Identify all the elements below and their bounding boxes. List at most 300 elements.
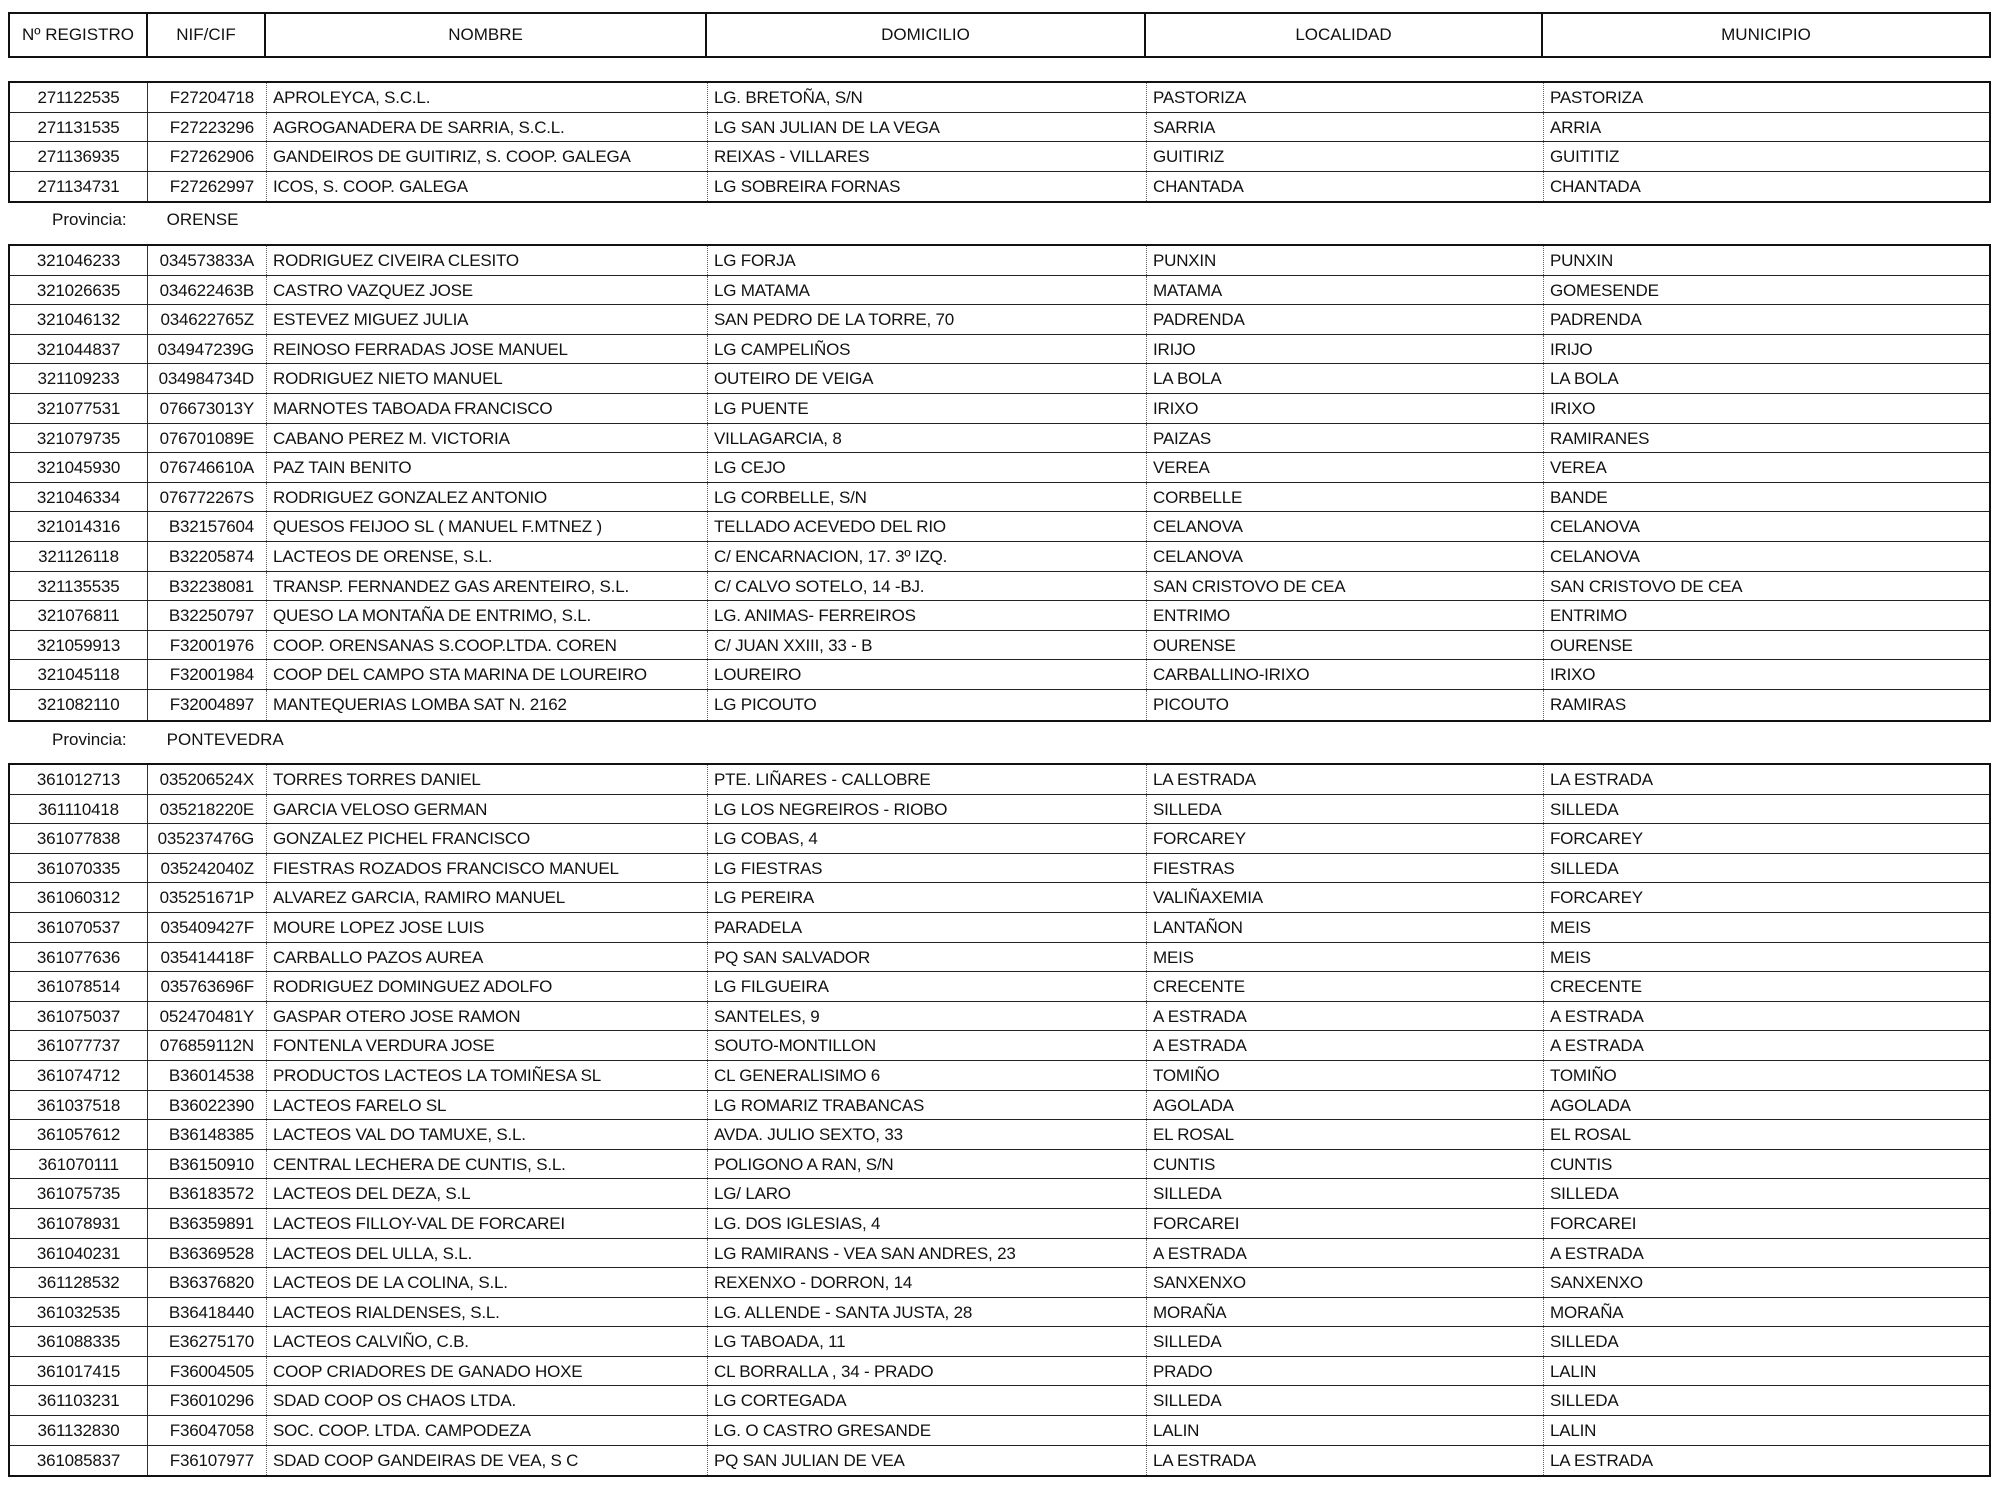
table-row: [10, 1179, 1989, 1209]
localidad-cell: PUNXIN: [1146, 246, 1543, 275]
nombre-cell: LACTEOS VAL DO TAMUXE, S.L.: [266, 1120, 707, 1149]
municipio-cell: SILLEDA: [1543, 1327, 1989, 1356]
table-row: [10, 972, 1989, 1002]
nombre-cell: LACTEOS DEL DEZA, S.L: [266, 1179, 707, 1208]
nif-cell: 035414418F: [160, 947, 254, 967]
localidad-cell: FORCAREY: [1146, 824, 1543, 853]
nombre-cell: LACTEOS DE LA COLINA, S.L.: [266, 1268, 707, 1297]
localidad-cell: PASTORIZA: [1146, 83, 1543, 112]
domicilio-cell: LG ROMARIZ TRABANCAS: [707, 1091, 1146, 1120]
table-row: [10, 601, 1989, 631]
header-nif: NIF/CIF: [148, 14, 266, 56]
domicilio-cell: LG PUENTE: [707, 394, 1146, 423]
table-row: [10, 883, 1989, 913]
registro-cell: 361110418: [10, 795, 148, 824]
localidad-cell: PAIZAS: [1146, 424, 1543, 453]
domicilio-cell: LG RAMIRANS - VEA SAN ANDRES, 23: [707, 1239, 1146, 1268]
header-municipio: MUNICIPIO: [1721, 25, 1811, 44]
table-row: [10, 660, 1989, 690]
domicilio-cell: SANTELES, 9: [707, 1002, 1146, 1031]
registro-cell: 271134731: [10, 172, 148, 202]
table-row: [10, 453, 1989, 483]
table-row: [10, 1061, 1989, 1091]
nombre-cell: APROLEYCA, S.C.L.: [266, 83, 707, 112]
nif-cell: 034984734D: [158, 369, 254, 389]
table-row: [10, 424, 1989, 454]
registro-cell: 321046233: [10, 246, 148, 275]
localidad-cell: SILLEDA: [1146, 1179, 1543, 1208]
domicilio-cell: LG. DOS IGLESIAS, 4: [707, 1209, 1146, 1238]
municipio-cell: LA ESTRADA: [1543, 1446, 1989, 1476]
registro-cell: 361057612: [10, 1120, 148, 1149]
domicilio-cell: LG TABOADA, 11: [707, 1327, 1146, 1356]
nombre-cell: CASTRO VAZQUEZ JOSE: [266, 276, 707, 305]
nombre-cell: QUESOS FEIJOO SL ( MANUEL F.MTNEZ ): [266, 512, 707, 541]
municipio-cell: CRECENTE: [1543, 972, 1989, 1001]
nif-cell: B36359891: [168, 1213, 254, 1233]
nif-cell: B36148385: [168, 1125, 254, 1145]
nif-cell: B32205874: [168, 546, 254, 566]
nombre-cell: MANTEQUERIAS LOMBA SAT N. 2162: [266, 690, 707, 720]
nif-cell: 035763696F: [160, 977, 254, 997]
nif-cell: 076701089E: [159, 428, 254, 448]
municipio-cell: BANDE: [1543, 483, 1989, 512]
nombre-cell: ESTEVEZ MIGUEZ JULIA: [266, 305, 707, 334]
nombre-cell: GARCIA VELOSO GERMAN: [266, 795, 707, 824]
registro-cell: 321077531: [10, 394, 148, 423]
nombre-cell: REINOSO FERRADAS JOSE MANUEL: [266, 335, 707, 364]
table-row: [10, 690, 1989, 720]
province-name: ORENSE: [166, 210, 239, 229]
registro-cell: 361070537: [10, 913, 148, 942]
nif-cell: F27262997: [169, 176, 254, 196]
municipio-cell: SILLEDA: [1543, 1386, 1989, 1415]
registro-cell: 361075735: [10, 1179, 148, 1208]
nif-cell: B36418440: [168, 1302, 254, 1322]
registro-cell: 361012713: [10, 765, 148, 794]
localidad-cell: LALIN: [1146, 1416, 1543, 1445]
table-row: [10, 276, 1989, 306]
nombre-cell: FONTENLA VERDURA JOSE: [266, 1031, 707, 1060]
nif-cell: F36107977: [169, 1450, 254, 1470]
localidad-cell: CHANTADA: [1146, 172, 1543, 202]
registro-cell: 361077838: [10, 824, 148, 853]
nif-cell: 076673013Y: [159, 398, 254, 418]
table-row: [10, 1209, 1989, 1239]
registro-cell: 321046334: [10, 483, 148, 512]
registro-cell: 361128532: [10, 1268, 148, 1297]
nif-cell: B32250797: [168, 606, 254, 626]
localidad-cell: A ESTRADA: [1146, 1239, 1543, 1268]
municipio-cell: GOMESENDE: [1543, 276, 1989, 305]
localidad-cell: MORAÑA: [1146, 1298, 1543, 1327]
table-row: [10, 483, 1989, 513]
nombre-cell: SOC. COOP. LTDA. CAMPODEZA: [266, 1416, 707, 1445]
localidad-cell: SANXENXO: [1146, 1268, 1543, 1297]
localidad-cell: CRECENTE: [1146, 972, 1543, 1001]
nombre-cell: COOP DEL CAMPO STA MARINA DE LOUREIRO: [266, 660, 707, 689]
table-row: [10, 1416, 1989, 1446]
municipio-cell: ARRIA: [1543, 113, 1989, 142]
registro-cell: 361074712: [10, 1061, 148, 1090]
municipio-cell: OURENSE: [1543, 631, 1989, 660]
domicilio-cell: LG PICOUTO: [707, 690, 1146, 720]
table-row: [10, 765, 1989, 795]
nombre-cell: QUESO LA MONTAÑA DE ENTRIMO, S.L.: [266, 601, 707, 630]
nombre-cell: FIESTRAS ROZADOS FRANCISCO MANUEL: [266, 854, 707, 883]
municipio-cell: LA BOLA: [1543, 364, 1989, 393]
registro-cell: 321079735: [10, 424, 148, 453]
header-localidad: LOCALIDAD: [1146, 14, 1543, 56]
nif-cell: F36047058: [169, 1421, 254, 1441]
localidad-cell: CELANOVA: [1146, 512, 1543, 541]
registro-cell: 321082110: [10, 690, 148, 720]
province-label-pontevedra: [52, 730, 284, 750]
table-group-lugo: [8, 81, 1991, 203]
nif-cell: 035218220E: [159, 799, 254, 819]
nombre-cell: LACTEOS FARELO SL: [266, 1091, 707, 1120]
nif-cell: B36183572: [168, 1184, 254, 1204]
domicilio-cell: LOUREIRO: [707, 660, 1146, 689]
registro-cell: 361060312: [10, 883, 148, 912]
table-row: [10, 512, 1989, 542]
localidad-cell: IRIJO: [1146, 335, 1543, 364]
domicilio-cell: LG. ANIMAS- FERREIROS: [707, 601, 1146, 630]
domicilio-cell: REXENXO - DORRON, 14: [707, 1268, 1146, 1297]
domicilio-cell: AVDA. JULIO SEXTO, 33: [707, 1120, 1146, 1149]
table-row: [10, 1386, 1989, 1416]
nif-cell: 035237476G: [157, 829, 254, 849]
municipio-cell: A ESTRADA: [1543, 1239, 1989, 1268]
header-domicilio: DOMICILIO: [707, 14, 1146, 56]
table-row: [10, 335, 1989, 365]
municipio-cell: SANXENXO: [1543, 1268, 1989, 1297]
nombre-cell: AGROGANADERA DE SARRIA, S.C.L.: [266, 113, 707, 142]
nombre-cell: ICOS, S. COOP. GALEGA: [266, 172, 707, 202]
municipio-cell: CELANOVA: [1543, 542, 1989, 571]
registro-cell: 271136935: [10, 142, 148, 171]
nombre-cell: MOURE LOPEZ JOSE LUIS: [266, 913, 707, 942]
nombre-cell: GONZALEZ PICHEL FRANCISCO: [266, 824, 707, 853]
domicilio-cell: LG FILGUEIRA: [707, 972, 1146, 1001]
municipio-cell: GUITITIZ: [1543, 142, 1989, 171]
domicilio-cell: LG/ LARO: [707, 1179, 1146, 1208]
domicilio-cell: C/ JUAN XXIII, 33 - B: [707, 631, 1146, 660]
nif-cell: F32001984: [169, 665, 254, 685]
nombre-cell: RODRIGUEZ GONZALEZ ANTONIO: [266, 483, 707, 512]
localidad-cell: VALIÑAXEMIA: [1146, 883, 1543, 912]
localidad-cell: FORCAREI: [1146, 1209, 1543, 1238]
nif-cell: F36010296: [169, 1391, 254, 1411]
domicilio-cell: LG LOS NEGREIROS - RIOBO: [707, 795, 1146, 824]
localidad-cell: LANTAÑON: [1146, 913, 1543, 942]
nombre-cell: CABANO PEREZ M. VICTORIA: [266, 424, 707, 453]
nif-cell: B36369528: [168, 1243, 254, 1263]
domicilio-cell: PARADELA: [707, 913, 1146, 942]
municipio-cell: AGOLADA: [1543, 1091, 1989, 1120]
localidad-cell: SILLEDA: [1146, 1386, 1543, 1415]
municipio-cell: MEIS: [1543, 943, 1989, 972]
localidad-cell: SILLEDA: [1146, 795, 1543, 824]
domicilio-cell: OUTEIRO DE VEIGA: [707, 364, 1146, 393]
nombre-cell: RODRIGUEZ CIVEIRA CLESITO: [266, 246, 707, 275]
localidad-cell: A ESTRADA: [1146, 1031, 1543, 1060]
nif-cell: F27262906: [169, 147, 254, 167]
domicilio-cell: SAN PEDRO DE LA TORRE, 70: [707, 305, 1146, 334]
registro-cell: 361088335: [10, 1327, 148, 1356]
table-row: [10, 172, 1989, 202]
table-group-pontevedra: [8, 763, 1991, 1477]
localidad-cell: CELANOVA: [1146, 542, 1543, 571]
municipio-cell: PUNXIN: [1543, 246, 1989, 275]
registro-cell: 361132830: [10, 1416, 148, 1445]
domicilio-cell: LG CAMPELIÑOS: [707, 335, 1146, 364]
localidad-cell: TOMIÑO: [1146, 1061, 1543, 1090]
localidad-cell: CORBELLE: [1146, 483, 1543, 512]
table-row: [10, 542, 1989, 572]
registro-cell: 361078931: [10, 1209, 148, 1238]
nif-cell: B36376820: [168, 1273, 254, 1293]
domicilio-cell: LG COBAS, 4: [707, 824, 1146, 853]
nif-cell: 035242040Z: [160, 858, 254, 878]
nif-cell: B36150910: [168, 1154, 254, 1174]
localidad-cell: PRADO: [1146, 1357, 1543, 1386]
table-row: [10, 1268, 1989, 1298]
domicilio-cell: LG MATAMA: [707, 276, 1146, 305]
nif-cell: B32238081: [168, 576, 254, 596]
nif-cell: 035206524X: [159, 770, 254, 789]
nombre-cell: SDAD COOP GANDEIRAS DE VEA, S C: [266, 1446, 707, 1476]
registro-cell: 321126118: [10, 542, 148, 571]
table-row: [10, 394, 1989, 424]
municipio-cell: IRIXO: [1543, 660, 1989, 689]
registro-cell: 271122535: [10, 83, 148, 112]
domicilio-cell: TELLADO ACEVEDO DEL RIO: [707, 512, 1146, 541]
registro-cell: 361017415: [10, 1357, 148, 1386]
domicilio-cell: LG FIESTRAS: [707, 854, 1146, 883]
nif-cell: 052470481Y: [159, 1006, 254, 1026]
registro-cell: 361075037: [10, 1002, 148, 1031]
localidad-cell: SILLEDA: [1146, 1327, 1543, 1356]
registro-cell: 321076811: [10, 601, 148, 630]
municipio-cell: ENTRIMO: [1543, 601, 1989, 630]
registro-cell: 361032535: [10, 1298, 148, 1327]
municipio-cell: IRIJO: [1543, 335, 1989, 364]
domicilio-cell: REIXAS - VILLARES: [707, 142, 1146, 171]
localidad-cell: MEIS: [1146, 943, 1543, 972]
municipio-cell: A ESTRADA: [1543, 1002, 1989, 1031]
municipio-cell: LALIN: [1543, 1357, 1989, 1386]
header-nombre: NOMBRE: [266, 14, 707, 56]
nif-cell: F36004505: [169, 1361, 254, 1381]
domicilio-cell: LG FORJA: [707, 246, 1146, 275]
table-row: [10, 305, 1989, 335]
nif-cell: B36022390: [168, 1095, 254, 1115]
domicilio-cell: LG. ALLENDE - SANTA JUSTA, 28: [707, 1298, 1146, 1327]
domicilio-cell: CL BORRALLA , 34 - PRADO: [707, 1357, 1146, 1386]
municipio-cell: LALIN: [1543, 1416, 1989, 1445]
municipio-cell: SILLEDA: [1543, 1179, 1989, 1208]
municipio-cell: IRIXO: [1543, 394, 1989, 423]
localidad-cell: SAN CRISTOVO DE CEA: [1146, 572, 1543, 601]
municipio-cell: A ESTRADA: [1543, 1031, 1989, 1060]
localidad-cell: PADRENDA: [1146, 305, 1543, 334]
localidad-cell: A ESTRADA: [1146, 1002, 1543, 1031]
registro-cell: 321059913: [10, 631, 148, 660]
nombre-cell: COOP. ORENSANAS S.COOP.LTDA. COREN: [266, 631, 707, 660]
registro-cell: 361103231: [10, 1386, 148, 1415]
nif-cell: 034947239G: [157, 339, 254, 359]
nombre-cell: COOP CRIADORES DE GANADO HOXE: [266, 1357, 707, 1386]
localidad-cell: MATAMA: [1146, 276, 1543, 305]
municipio-cell: MORAÑA: [1543, 1298, 1989, 1327]
domicilio-cell: VILLAGARCIA, 8: [707, 424, 1146, 453]
domicilio-cell: LG PEREIRA: [707, 883, 1146, 912]
nombre-cell: PAZ TAIN BENITO: [266, 453, 707, 482]
nif-cell: 076859112N: [159, 1036, 254, 1056]
municipio-cell: CELANOVA: [1543, 512, 1989, 541]
table-row: [10, 913, 1989, 943]
table-row: [10, 1357, 1989, 1387]
registro-cell: 361070111: [10, 1150, 148, 1179]
nombre-cell: GANDEIROS DE GUITIRIZ, S. COOP. GALEGA: [266, 142, 707, 171]
municipio-cell: MEIS: [1543, 913, 1989, 942]
nombre-cell: LACTEOS DE ORENSE, S.L.: [266, 542, 707, 571]
localidad-cell: GUITIRIZ: [1146, 142, 1543, 171]
localidad-cell: FIESTRAS: [1146, 854, 1543, 883]
nombre-cell: TRANSP. FERNANDEZ GAS ARENTEIRO, S.L.: [266, 572, 707, 601]
localidad-cell: VEREA: [1146, 453, 1543, 482]
nif-cell: 035251671P: [159, 888, 254, 908]
registro-cell: 361078514: [10, 972, 148, 1001]
localidad-cell: ENTRIMO: [1146, 601, 1543, 630]
localidad-cell: LA ESTRADA: [1146, 765, 1543, 794]
table-row: [10, 246, 1989, 276]
municipio-cell: SILLEDA: [1543, 795, 1989, 824]
municipio-cell: RAMIRANES: [1543, 424, 1989, 453]
domicilio-cell: LG SAN JULIAN DE LA VEGA: [707, 113, 1146, 142]
nombre-cell: RODRIGUEZ NIETO MANUEL: [266, 364, 707, 393]
domicilio-cell: PQ SAN JULIAN DE VEA: [707, 1446, 1146, 1476]
table-row: [10, 1150, 1989, 1180]
domicilio-cell: LG. BRETOÑA, S/N: [707, 83, 1146, 112]
province-name: PONTEVEDRA: [166, 730, 284, 749]
table-row: [10, 83, 1989, 113]
table-group-orense: [8, 244, 1991, 722]
localidad-cell: OURENSE: [1146, 631, 1543, 660]
municipio-cell: LA ESTRADA: [1543, 765, 1989, 794]
municipio-cell: VEREA: [1543, 453, 1989, 482]
header-registro: Nº REGISTRO: [10, 14, 148, 56]
registro-cell: 321044837: [10, 335, 148, 364]
table-row: [10, 572, 1989, 602]
column-header-row: [8, 12, 1991, 58]
nif-cell: F27223296: [169, 117, 254, 137]
table-row: [10, 943, 1989, 973]
municipio-cell: FORCAREY: [1543, 824, 1989, 853]
nif-cell: 034622765Z: [160, 310, 254, 330]
domicilio-cell: C/ ENCARNACION, 17. 3º IZQ.: [707, 542, 1146, 571]
nif-cell: F27204718: [169, 88, 254, 107]
table-row: [10, 113, 1989, 143]
nombre-cell: LACTEOS DEL ULLA, S.L.: [266, 1239, 707, 1268]
nombre-cell: PRODUCTOS LACTEOS LA TOMIÑESA SL: [266, 1061, 707, 1090]
table-row: [10, 1327, 1989, 1357]
domicilio-cell: LG SOBREIRA FORNAS: [707, 172, 1146, 202]
nif-cell: 034622463B: [159, 280, 254, 300]
domicilio-cell: SOUTO-MONTILLON: [707, 1031, 1146, 1060]
localidad-cell: SARRIA: [1146, 113, 1543, 142]
localidad-cell: PICOUTO: [1146, 690, 1543, 720]
municipio-cell: SAN CRISTOVO DE CEA: [1543, 572, 1989, 601]
registro-cell: 361040231: [10, 1239, 148, 1268]
municipio-cell: CUNTIS: [1543, 1150, 1989, 1179]
table-row: [10, 1298, 1989, 1328]
table-row: [10, 1002, 1989, 1032]
nombre-cell: ALVAREZ GARCIA, RAMIRO MANUEL: [266, 883, 707, 912]
domicilio-cell: LG CEJO: [707, 453, 1146, 482]
registro-cell: 321135535: [10, 572, 148, 601]
localidad-cell: AGOLADA: [1146, 1091, 1543, 1120]
municipio-cell: PASTORIZA: [1543, 83, 1989, 112]
municipio-cell: EL ROSAL: [1543, 1120, 1989, 1149]
table-row: [10, 854, 1989, 884]
nombre-cell: RODRIGUEZ DOMINGUEZ ADOLFO: [266, 972, 707, 1001]
domicilio-cell: LG CORTEGADA: [707, 1386, 1146, 1415]
registro-cell: 361070335: [10, 854, 148, 883]
registro-cell: 321046132: [10, 305, 148, 334]
municipio-cell: RAMIRAS: [1543, 690, 1989, 720]
registro-cell: 321045930: [10, 453, 148, 482]
localidad-cell: IRIXO: [1146, 394, 1543, 423]
registro-cell: 361037518: [10, 1091, 148, 1120]
nif-cell: 035409427F: [160, 917, 254, 937]
nombre-cell: CARBALLO PAZOS AUREA: [266, 943, 707, 972]
registro-cell: 321026635: [10, 276, 148, 305]
nif-cell: 076746610A: [159, 458, 254, 478]
domicilio-cell: LG. O CASTRO GRESANDE: [707, 1416, 1146, 1445]
registro-cell: 361077737: [10, 1031, 148, 1060]
nif-cell: E36275170: [168, 1332, 254, 1352]
localidad-cell: LA BOLA: [1146, 364, 1543, 393]
registro-cell: 271131535: [10, 113, 148, 142]
table-row: [10, 1239, 1989, 1269]
table-row: [10, 1446, 1989, 1476]
municipio-cell: CHANTADA: [1543, 172, 1989, 202]
registro-cell: 361077636: [10, 943, 148, 972]
domicilio-cell: PTE. LIÑARES - CALLOBRE: [707, 765, 1146, 794]
table-row: [10, 1091, 1989, 1121]
registro-cell: 321109233: [10, 364, 148, 393]
domicilio-cell: CL GENERALISIMO 6: [707, 1061, 1146, 1090]
table-row: [10, 631, 1989, 661]
registro-cell: 321045118: [10, 660, 148, 689]
table-row: [10, 1031, 1989, 1061]
nif-cell: B36014538: [168, 1065, 254, 1085]
nif-cell: F32001976: [169, 635, 254, 655]
province-caption: Provincia:: [52, 730, 127, 749]
table-row: [10, 824, 1989, 854]
nombre-cell: LACTEOS RIALDENSES, S.L.: [266, 1298, 707, 1327]
localidad-cell: LA ESTRADA: [1146, 1446, 1543, 1476]
nombre-cell: LACTEOS CALVIÑO, C.B.: [266, 1327, 707, 1356]
municipio-cell: FORCAREY: [1543, 883, 1989, 912]
nombre-cell: CENTRAL LECHERA DE CUNTIS, S.L.: [266, 1150, 707, 1179]
nif-cell: 034573833A: [159, 251, 254, 270]
municipio-cell: PADRENDA: [1543, 305, 1989, 334]
nombre-cell: SDAD COOP OS CHAOS LTDA.: [266, 1386, 707, 1415]
municipio-cell: FORCAREI: [1543, 1209, 1989, 1238]
